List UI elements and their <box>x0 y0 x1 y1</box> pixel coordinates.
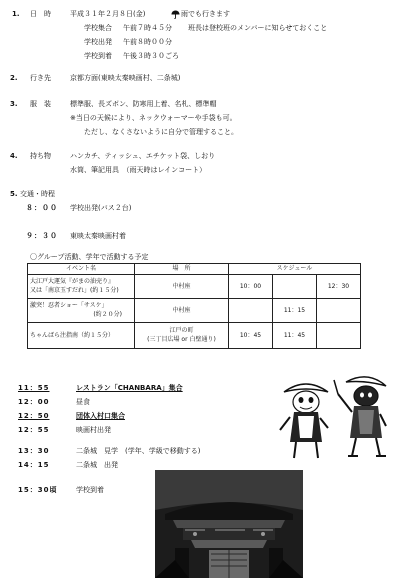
timeline-text: 学校到着 <box>76 486 104 494</box>
section-1-rain-note: 雨でも行きます <box>181 10 230 18</box>
timeline-time: 12：50 <box>18 412 50 420</box>
timeline-time: 11：55 <box>18 384 50 392</box>
section-1-row-time: 午前８時００分 <box>123 38 172 46</box>
table-row <box>28 323 361 349</box>
schedule-time: ８：００ <box>26 204 58 212</box>
timeline-text: 二条城 見学 (学年、学級で移動する) <box>76 447 201 455</box>
section-3-label: 服 装 <box>30 100 51 108</box>
table-cell-slot: 10：45 <box>229 323 273 349</box>
table-cell-slot: 11：15 <box>273 299 317 323</box>
schedule-text: 東映太秦映画村着 <box>70 232 126 240</box>
section-5-label: 交通・時程 <box>20 190 55 198</box>
section-3-number: 3. <box>10 100 18 108</box>
schedule-text: 学校出発(バス２台) <box>70 204 132 212</box>
section-1-row-label: 学校到着 <box>84 52 112 60</box>
section-3-line: ※当日の天候により、ネックウォーマーや手袋も可。 <box>70 114 237 122</box>
place-detail: (三丁目広場 or 白壁通り) <box>147 336 216 343</box>
section-5-number: 5. <box>10 190 18 198</box>
timeline-text: 映画村出発 <box>76 426 111 434</box>
section-4-number: 4. <box>10 152 18 160</box>
table-cell-event <box>28 299 135 323</box>
nijo-castle-photo <box>155 470 303 578</box>
section-1-row-note: 班長は登校班のメンバーに知らせておくこと <box>188 24 328 32</box>
section-1-date: 平成３１年２月８日(金) <box>70 10 146 18</box>
table-cell-slot <box>317 299 361 323</box>
place-name: 江戸の町 <box>169 327 194 334</box>
section-4-label: 持ち物 <box>30 152 51 160</box>
table-row <box>28 299 361 323</box>
section-2-label: 行き先 <box>30 74 51 82</box>
timeline-time: 12：00 <box>18 398 50 406</box>
timeline-time: 15：30頃 <box>18 486 58 494</box>
timeline-text: 団体入村口集合 <box>76 412 125 420</box>
table-header-place: 場 所 <box>135 264 229 275</box>
section-1-row-label: 学校集合 <box>84 24 112 32</box>
event-duration: 又は「南京玉すだれ」(約１５分) <box>30 287 119 294</box>
timeline-time: 13：30 <box>18 447 50 455</box>
group-table-title: 〇グループ活動、学年で活動する予定 <box>30 253 149 261</box>
table-cell-slot: 12：30 <box>317 275 361 299</box>
table-cell-slot <box>317 323 361 349</box>
table-cell-event <box>28 323 135 349</box>
table-row <box>28 275 361 299</box>
table-cell-slot: 11：45 <box>273 323 317 349</box>
table-cell-place <box>135 323 229 349</box>
table-cell-event <box>28 275 135 299</box>
section-2-destination: 京都方面(東映太秦映画村、二条城) <box>70 74 181 82</box>
section-1-number: 1. <box>12 10 20 18</box>
timeline-time: 12：55 <box>18 426 50 434</box>
section-4-line: ハンカチ、ティッシュ、エチケット袋、しおり <box>70 152 216 160</box>
section-3-line: ただし、なくさないように自分で管理すること。 <box>84 128 238 136</box>
schedule-time: ９：３０ <box>26 232 58 240</box>
event-name: 激突！忍者ショー「サスケ」 <box>30 302 108 309</box>
table-header-row <box>28 264 361 275</box>
table-cell-place: 中村座 <box>135 275 229 299</box>
umbrella-icon <box>171 10 180 21</box>
section-2-number: 2. <box>10 74 18 82</box>
timeline-text: 昼食 <box>76 398 90 406</box>
table-header-schedule: スケジュール <box>229 264 361 275</box>
section-3-line: 標準服、長ズボン、防寒用上着、名札、標準帽 <box>70 100 217 108</box>
section-1-row-time: 午前７時４５分 <box>123 24 172 32</box>
timeline-text: レストラン「CHANBARA」集合 <box>76 384 183 392</box>
event-duration: (約２０分) <box>93 311 122 318</box>
samurai-mascots-illustration <box>276 372 388 464</box>
timeline-text: 二条城 出発 <box>76 461 118 469</box>
timeline-time: 14：15 <box>18 461 50 469</box>
section-1-row-time: 午後３時３０ごろ <box>123 52 179 60</box>
table-cell-slot <box>229 299 273 323</box>
section-1-row-label: 学校出発 <box>84 38 112 46</box>
table-header-event: イベント名 <box>28 264 135 275</box>
section-4-line: 水筒、筆記用具 （雨天時はレインコート） <box>70 166 207 174</box>
event-name: 大江戸大運気『がまの油売り』 <box>30 278 115 285</box>
table-cell-slot <box>273 275 317 299</box>
table-cell-slot: 10：00 <box>229 275 273 299</box>
table-cell-place: 中村座 <box>135 299 229 323</box>
section-1-label: 日 時 <box>30 10 51 18</box>
group-schedule-table <box>27 263 361 349</box>
event-name: ちゃんばら注指南（約１５分） <box>30 331 115 339</box>
